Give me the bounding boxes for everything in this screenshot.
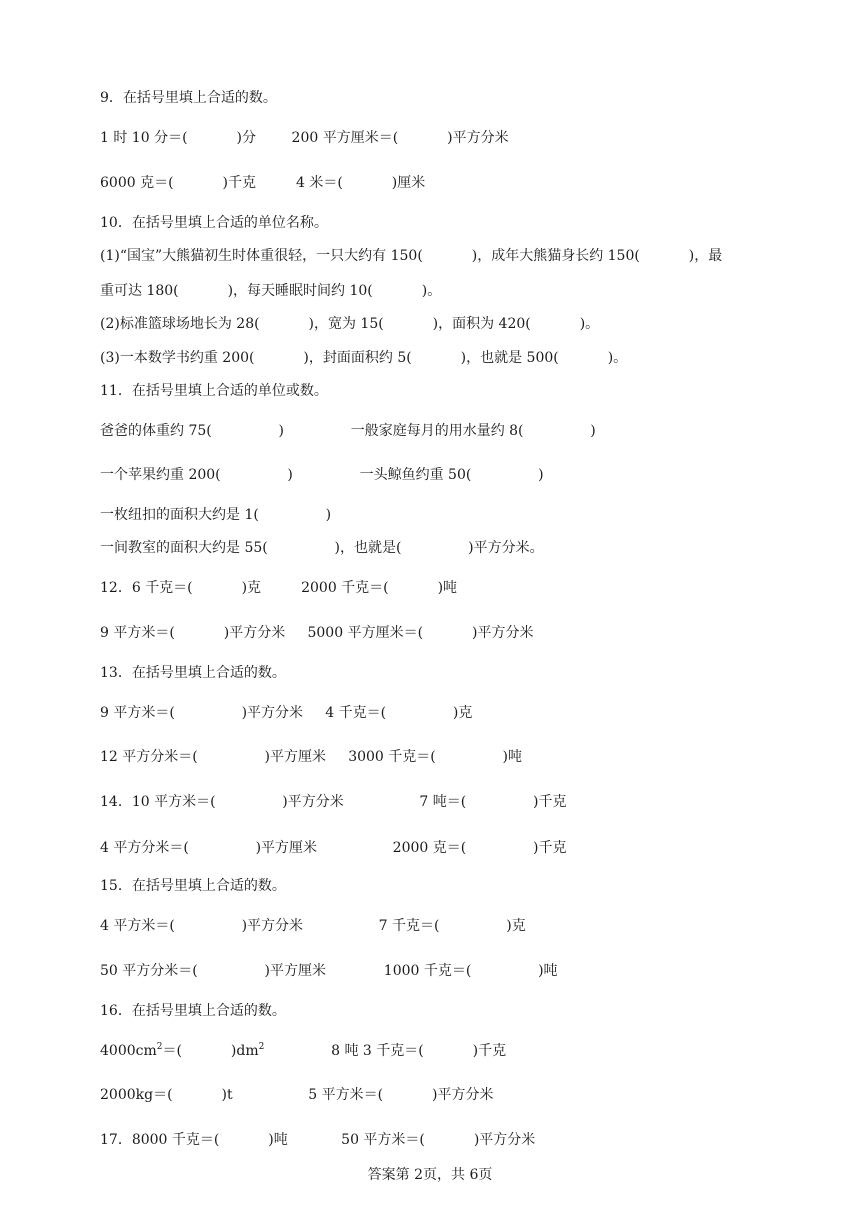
question-11-row-3: 一枚纽扣的面积大约是 1( )	[100, 507, 332, 523]
question-14-row-1: 14．10 平方米＝( )平方分米 7 吨＝( )千克	[100, 794, 567, 810]
question-16-row-1	[100, 1041, 506, 1061]
q16-area-blank: ＝( )dm	[162, 1043, 259, 1059]
question-11-row-2: 一个苹果约重 200( ) 一头鲸鱼约重 50( )	[100, 467, 544, 483]
page-footer: 答案第 2页，共 6页	[367, 1167, 493, 1183]
question-12-row-2: 9 平方米＝( )平方分米 5000 平方厘米＝( )平方分米	[100, 625, 534, 641]
question-10-part-3: (3)一本数学书约重 200( )，封面面积约 5( )，也就是 500( )。	[100, 350, 628, 366]
question-14-row-2: 4 平方分米＝( )平方厘米 2000 克＝( )千克	[100, 840, 567, 856]
superscript-2: 2	[156, 1042, 163, 1052]
question-16-title: 16．在括号里填上合适的数。	[100, 1003, 286, 1019]
question-11-row-4: 一间教室的面积大约是 55( )，也就是( )平方分米。	[100, 540, 544, 556]
question-16-row-2: 2000kg＝( )t 5 平方米＝( )平方分米	[100, 1087, 494, 1103]
question-9-title: 9．在括号里填上合适的数。	[100, 90, 277, 106]
q16-area-value: 4000cm	[100, 1043, 157, 1059]
question-15-row-1: 4 平方米＝( )平方分米 7 千克＝( )克	[100, 918, 526, 934]
question-11-title: 11．在括号里填上合适的单位或数。	[100, 383, 328, 399]
question-10-part-1-line-2: 重可达 180( )，每天睡眠时间约 10( )。	[100, 283, 442, 299]
question-9-row-2: 6000 克＝( )千克 4 米＝( )厘米	[100, 175, 426, 191]
question-17-row-1: 17．8000 千克＝( )吨 50 平方米＝( )平方分米	[100, 1132, 536, 1148]
question-15-row-2: 50 平方分米＝( )平方厘米 1000 千克＝( )吨	[100, 963, 558, 979]
question-10-part-1-line-1: (1)“国宝”大熊猫初生时体重很轻，一只大约有 150( )，成年大熊猫身长约 150( )，最	[100, 248, 723, 264]
question-10-title: 10．在括号里填上合适的单位名称。	[100, 215, 328, 231]
question-10-part-2: (2)标准篮球场地长为 28( )，宽为 15( )，面积为 420( )。	[100, 316, 600, 332]
question-13-title: 13．在括号里填上合适的数。	[100, 665, 286, 681]
question-9-row-1: 1 时 10 分＝( )分 200 平方厘米＝( )平方分米	[100, 130, 509, 146]
question-13-row-1: 9 平方米＝( )平方分米 4 千克＝( )克	[100, 705, 473, 721]
superscript-2: 2	[258, 1042, 265, 1052]
question-12-row-1: 12．6 千克＝( )克 2000 千克＝( )吨	[100, 580, 458, 596]
question-13-row-2: 12 平方分米＝( )平方厘米 3000 千克＝( )吨	[100, 749, 522, 765]
question-11-row-1: 爸爸的体重约 75( ) 一般家庭每月的用水量约 8( )	[100, 423, 596, 439]
question-15-title: 15．在括号里填上合适的数。	[100, 878, 286, 894]
q16-weight-part: 8 吨 3 千克＝( )千克	[264, 1043, 507, 1059]
